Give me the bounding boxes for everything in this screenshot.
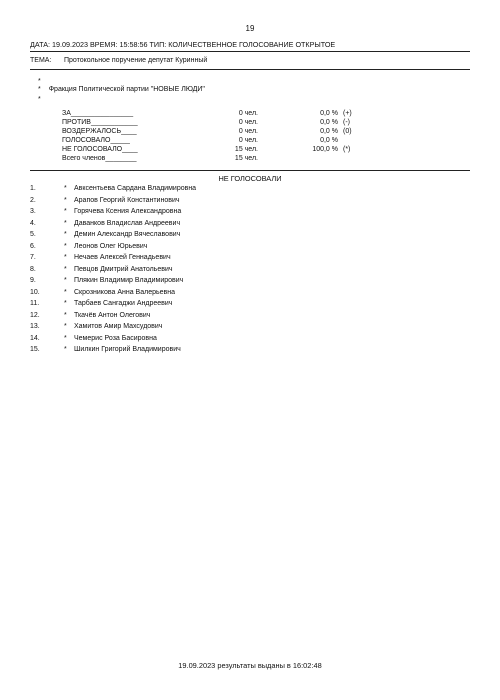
star-marker: * — [64, 288, 67, 296]
list-item — [30, 335, 450, 347]
member-name: Авксентьева Сардана Владимировна — [74, 185, 197, 192]
star-marker: * — [64, 219, 67, 227]
member-name: Демин Александр Вячеславович — [74, 231, 181, 238]
page-number: 19 — [245, 24, 255, 33]
stat-row-for — [62, 110, 362, 119]
member-name: Нечаев Алексей Геннадьевич — [74, 254, 171, 261]
star-marker: * — [64, 323, 67, 330]
member-name: Тарбаев Сангаджи Андреевич — [74, 300, 173, 307]
not-voted-title: НЕ ГОЛОСОВАЛИ — [218, 174, 282, 183]
item-number: 1. — [30, 185, 36, 192]
stat-sign: (0) — [343, 128, 352, 135]
member-name: Хамитов Амир Махсудович — [74, 323, 163, 330]
item-number: 9. — [30, 277, 36, 284]
stat-percent: 100,0 % — [312, 146, 338, 153]
member-name: Певцов Дмитрий Анатольевич — [74, 265, 173, 273]
list-item — [30, 312, 450, 324]
item-number: 11. — [30, 300, 40, 307]
header-divider — [30, 51, 470, 52]
stat-row-abstained — [62, 128, 362, 137]
stat-percent: 0,0 % — [320, 137, 338, 144]
stat-count: 0 чел. — [238, 137, 258, 144]
stat-percent: 0,0 % — [320, 110, 338, 117]
list-item — [30, 243, 450, 255]
star-marker: * — [64, 254, 67, 261]
not-voted-list — [30, 185, 450, 358]
member-name: Леонов Олег Юрьевич — [74, 242, 148, 250]
list-item — [30, 220, 450, 232]
results-footer: 19.09.2023 результаты выданы в 16:02:48 — [178, 661, 322, 670]
stat-label: ВОЗДЕРЖАЛОСЬ____ — [62, 128, 137, 135]
list-item — [30, 323, 450, 335]
topic-line — [30, 57, 207, 64]
stat-sign: (-) — [343, 119, 350, 126]
item-number: 3. — [30, 208, 36, 215]
list-item — [30, 289, 450, 301]
member-name: Ткачёв Антон Олегович — [74, 311, 151, 319]
star-marker: * — [64, 208, 67, 215]
star-marker: * — [64, 265, 67, 273]
list-item — [30, 346, 450, 358]
stat-sign: (*) — [343, 146, 351, 153]
section-divider — [30, 170, 470, 171]
star-marker: * — [64, 300, 67, 307]
item-number: 4. — [30, 219, 36, 227]
stat-label: ЗА________________ — [62, 110, 134, 117]
item-number: 8. — [30, 265, 36, 273]
member-name: Чемерис Роза Басировна — [74, 334, 157, 342]
list-item — [30, 197, 450, 209]
star-marker: * — [64, 196, 67, 204]
list-item — [30, 185, 450, 197]
document-header: ДАТА: 19.09.2023 ВРЕМЯ: 15:58:56 ТИП: КОЛИЧЕСТВЕННОЕ ГОЛОСОВАНИЕ ОТКРЫТОЕ — [30, 40, 336, 49]
star-marker: * — [64, 185, 67, 192]
item-number: 5. — [30, 231, 36, 238]
member-name: Горячева Ксения Александровна — [74, 208, 182, 215]
list-item — [30, 231, 450, 243]
star-marker: * — [38, 96, 41, 103]
item-number: 15. — [30, 346, 40, 353]
faction-name: Фракция Политической партии "НОВЫЕ ЛЮДИ" — [48, 86, 205, 93]
stat-row-total — [62, 155, 362, 164]
member-name: Арапов Георгий Константинович — [74, 196, 180, 204]
stat-label: Всего членов________ — [62, 155, 137, 162]
stat-label: НЕ ГОЛОСОВАЛО____ — [62, 146, 138, 153]
item-number: 6. — [30, 242, 36, 250]
item-number: 2. — [30, 196, 36, 204]
star-marker: * — [64, 231, 67, 238]
star-marker: * — [64, 277, 67, 284]
star-marker: * — [64, 311, 67, 319]
list-item — [30, 300, 450, 312]
star-marker: * — [64, 242, 67, 250]
stat-label: ГОЛОСОВАЛО_____ — [62, 137, 130, 144]
item-number: 7. — [30, 254, 36, 261]
list-item — [30, 277, 450, 289]
stat-count: 15 чел. — [234, 155, 258, 162]
list-item — [30, 208, 450, 220]
stat-count: 0 чел. — [238, 128, 258, 135]
stat-count: 0 чел. — [238, 119, 258, 126]
member-name: Даванков Владислав Андреевич — [74, 219, 181, 227]
stat-percent: 0,0 % — [320, 119, 338, 126]
topic-value: Протокольное поручение депутат Куринный — [63, 57, 208, 64]
stat-count: 0 чел. — [238, 110, 258, 117]
star-marker: * — [38, 78, 41, 85]
stat-percent: 0,0 % — [320, 128, 338, 135]
item-number: 14. — [30, 334, 40, 342]
list-item — [30, 266, 450, 278]
stat-row-not-voted — [62, 146, 362, 155]
star-marker: * — [64, 346, 67, 353]
item-number: 12. — [30, 311, 40, 319]
star-marker: * — [64, 334, 67, 342]
member-name: Скрозникова Анна Валерьевна — [74, 288, 176, 296]
stat-label: ПРОТИВ____________ — [62, 119, 138, 126]
topic-label: ТЕМА: — [30, 57, 52, 64]
stat-row-against — [62, 119, 362, 128]
star-marker: * — [38, 86, 41, 93]
member-name: Шилкин Григорий Владимирович — [74, 346, 181, 353]
item-number: 13. — [30, 323, 40, 330]
list-item — [30, 254, 450, 266]
stat-sign: (+) — [343, 110, 352, 117]
faction-line — [38, 86, 205, 93]
member-name: Плякин Владимир Владимирович — [74, 277, 184, 284]
vote-stats — [62, 110, 362, 164]
topic-divider — [30, 69, 470, 70]
stat-row-voted — [62, 137, 362, 146]
item-number: 10. — [30, 288, 40, 296]
stat-count: 15 чел. — [234, 146, 258, 153]
